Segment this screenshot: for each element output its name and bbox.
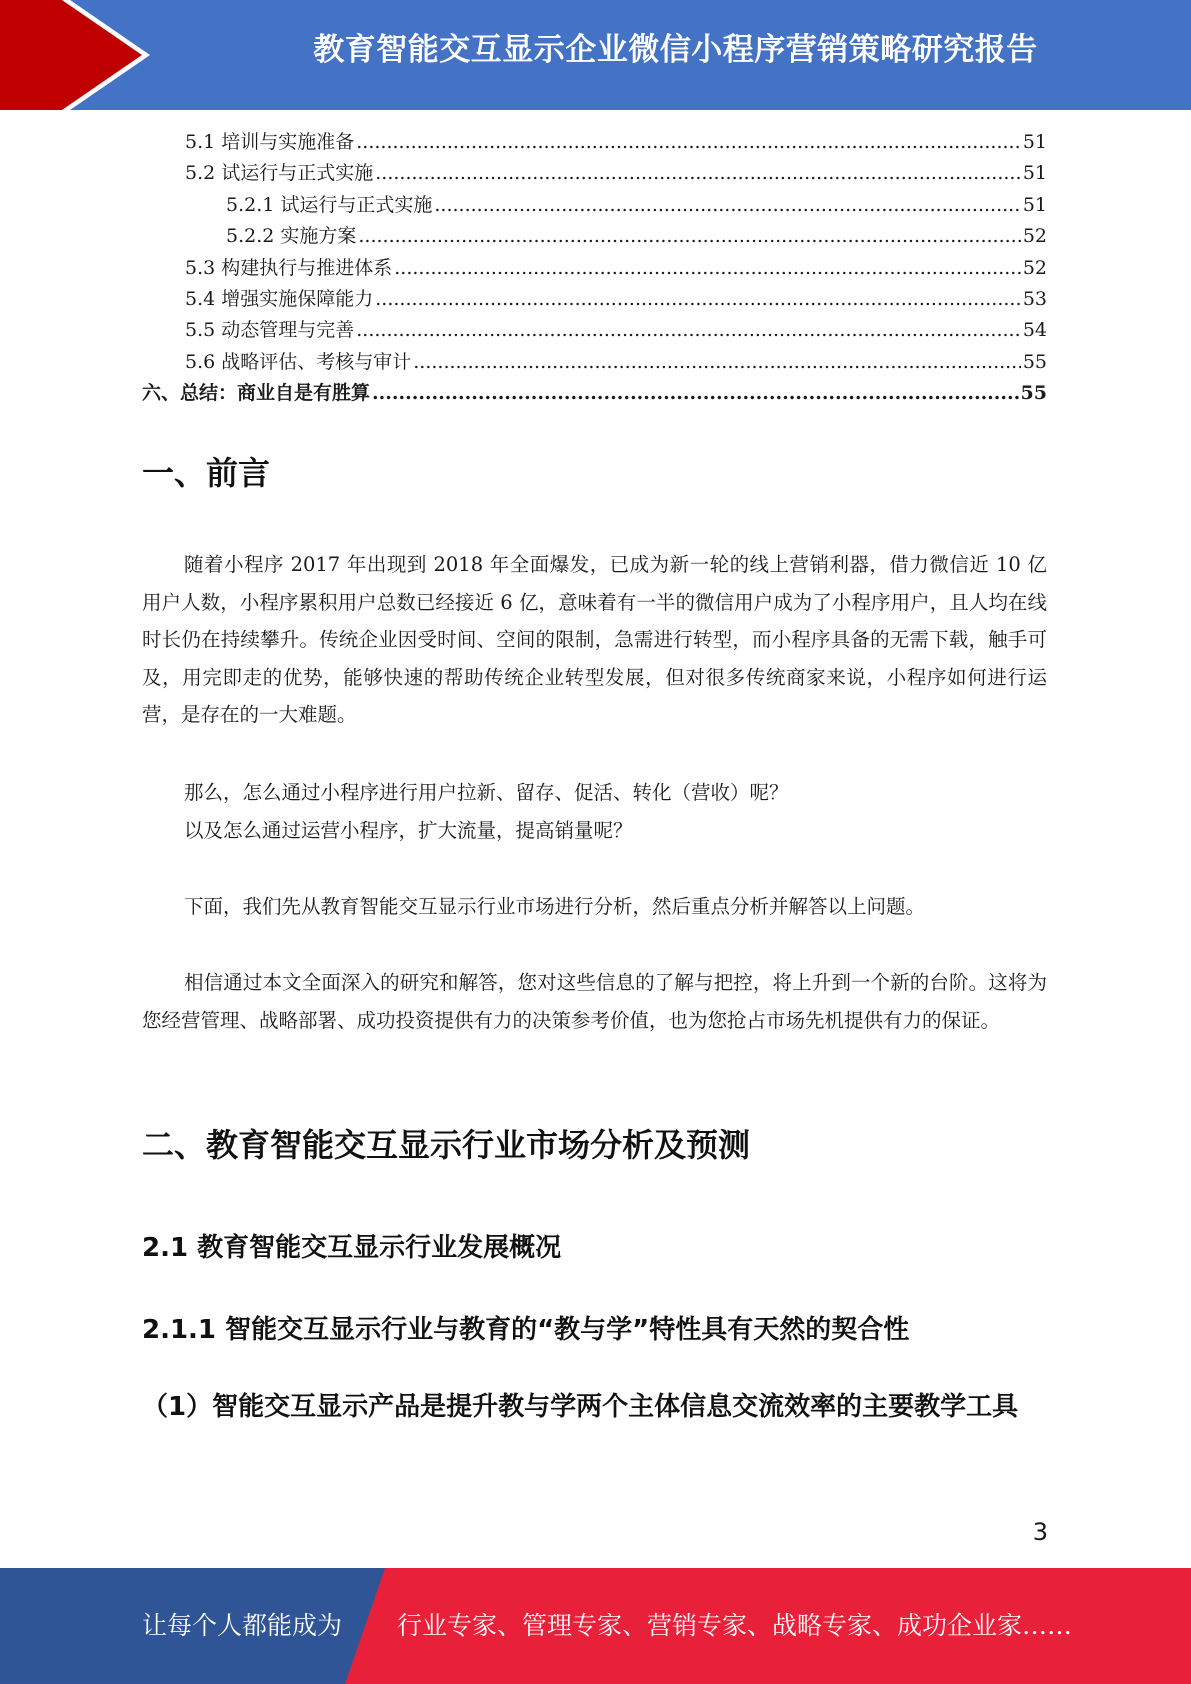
toc-entry[interactable] (142, 190, 1047, 221)
preface-paragraph-3: 相信通过本文全面深入的研究和解答，您对这些信息的了解与把控，将上升到一个新的台阶。这将为您经营管理、战略部署、成功投资提供有力的决策参考价值，也为您抢占市场先机提供有力的保证。 (142, 971, 1047, 1032)
toc-leader-dots (358, 221, 1020, 252)
toc-entry[interactable] (142, 347, 1047, 378)
preface-question-2: 以及怎么通过运营小程序，扩大流量，提高销量呢？ (184, 819, 633, 842)
preface-question-1: 那么，怎么通过小程序进行用户拉新、留存、促活、转化（营收）呢？ (184, 781, 789, 804)
toc-entry-title: 5.2.2 实施方案 (226, 225, 357, 248)
toc-entry-title: 5.3 构建执行与推进体系 (185, 256, 393, 279)
header-arrow-decoration (0, 0, 150, 110)
toc-leader-dots (356, 315, 1021, 346)
report-title: 教育智能交互显示企业微信小程序营销策略研究报告 (313, 32, 1038, 68)
toc-entry-title: 5.4 增强实施保障能力 (185, 287, 374, 310)
toc-leader-dots (372, 378, 1019, 409)
toc-entry[interactable] (142, 127, 1047, 158)
table-of-contents (142, 127, 1047, 410)
toc-entry-page: 55 (1020, 382, 1047, 405)
toc-leader-dots (375, 284, 1021, 315)
toc-entry[interactable] (142, 221, 1047, 252)
toc-leader-dots (434, 190, 1020, 221)
toc-entry-title: 5.2.1 试运行与正式实施 (226, 193, 433, 216)
section-heading-market-analysis: 二、教育智能交互显示行业市场分析及预测 (142, 1126, 751, 1164)
footer-slogan-right: 行业专家、管理专家、营销专家、战略专家、成功企业家…… (397, 1611, 1073, 1640)
toc-leader-dots (356, 127, 1021, 158)
toc-entry-page: 53 (1022, 287, 1047, 310)
toc-entry[interactable] (142, 253, 1047, 284)
footer-slogan-left: 让每个人都能成为 (142, 1611, 343, 1640)
toc-entry[interactable] (142, 315, 1047, 346)
toc-entry[interactable] (142, 378, 1047, 409)
toc-entry-page: 52 (1022, 225, 1047, 248)
toc-entry-title: 5.2 试运行与正式实施 (185, 162, 374, 185)
subsection-heading-2-1-1: 2.1.1 智能交互显示行业与教育的“教与学”特性具有天然的契合性 (142, 1315, 910, 1345)
page-header (0, 0, 1191, 110)
toc-entry-page: 51 (1022, 162, 1047, 185)
toc-entry-title: 六、总结：商业自是有胜算 (142, 382, 371, 405)
toc-entry-page: 55 (1022, 350, 1047, 373)
toc-entry-title: 5.1 培训与实施准备 (185, 131, 355, 153)
toc-entry-page: 51 (1022, 193, 1047, 216)
toc-entry-page: 52 (1022, 256, 1047, 279)
page-footer (0, 1568, 1191, 1684)
toc-leader-dots (375, 158, 1021, 189)
page-number: 3 (1032, 1518, 1048, 1546)
toc-entry-page: 54 (1022, 319, 1047, 342)
toc-entry[interactable] (142, 158, 1047, 189)
toc-entry[interactable] (142, 284, 1047, 315)
preface-paragraph-2: 下面，我们先从教育智能交互显示行业市场进行分析，然后重点分析并解答以上问题。 (184, 895, 926, 918)
preface-paragraph-1: 随着小程序 2017 年出现到 2018 年全面爆发，已成为新一轮的线上营销利器，借力微信近 10 亿用户人数，小程序累积用户总数已经接近 6 亿，意味着有一半的微信用户成为了小程序用户，且人均在线时长仍在持续攀升。传统企业因受时间、空间的限制，急需进行转型，而小程序具备的无需下载，触手可及，用完即走的优势，能够快速的帮助传统企业转型发展，但对很多传统商家来说，小程序如何进行运营，是存在的一大难题。 (142, 553, 1047, 726)
toc-entry-title: 5.6 战略评估、考核与审计 (185, 350, 412, 373)
subsection-heading-2-1: 2.1 教育智能交互显示行业发展概况 (142, 1233, 562, 1263)
subsection-heading-item-1: （1）智能交互显示产品是提升教与学两个主体信息交流效率的主要教学工具 (142, 1392, 1019, 1422)
toc-entry-page: 51 (1022, 131, 1047, 153)
toc-leader-dots (413, 347, 1021, 378)
section-heading-preface: 一、前言 (142, 454, 271, 492)
toc-entry-title: 5.5 动态管理与完善 (185, 319, 355, 342)
toc-leader-dots (394, 253, 1021, 284)
